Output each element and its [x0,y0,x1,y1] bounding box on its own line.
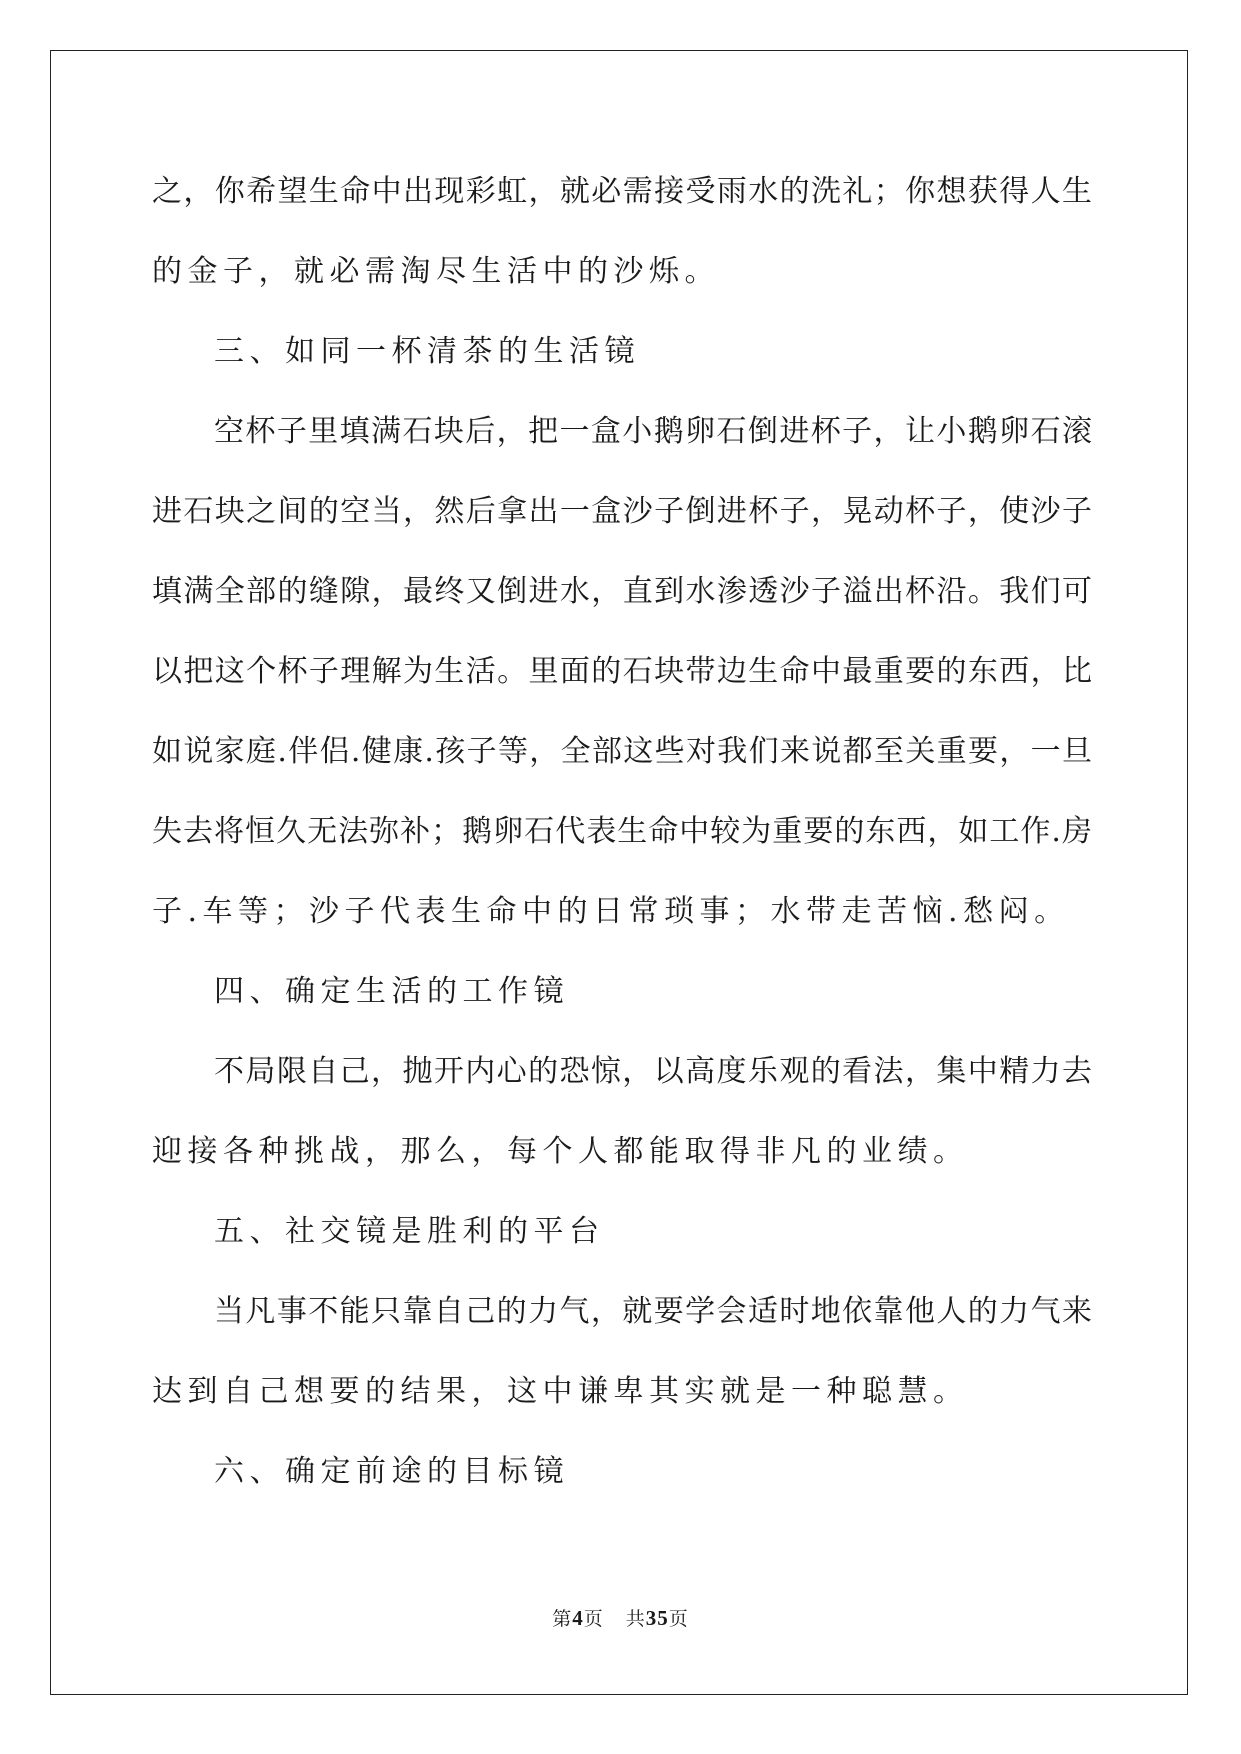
text-line: 的金子，就必需淘尽生活中的沙烁。 [152,254,720,289]
text-line: 迎接各种挑战，那么，每个人都能取得非凡的业绩。 [152,1134,969,1169]
text-line: 失去将恒久无法弥补；鹅卵石代表生命中较为重要的东西，如工作.房 [152,814,1092,849]
text-line: 不局限自己，抛开内心的恐惊，以高度乐观的看法，集中精力去 [214,1054,1092,1089]
footer-page-prefix: 第 [552,1608,573,1630]
footer-total-prefix: 共 [625,1608,646,1630]
total-page-count: 35 [645,1606,669,1630]
text-line: 空杯子里填满石块后，把一盒小鹅卵石倒进杯子，让小鹅卵石滚 [214,414,1092,449]
footer-page-suffix: 页 [583,1608,604,1630]
current-page-number: 4 [572,1606,584,1630]
footer-total-suffix: 页 [668,1608,689,1630]
text-line: 之，你希望生命中出现彩虹，就必需接受雨水的洗礼；你想获得人生 [152,174,1092,209]
text-line: 达到自己想要的结果，这中谦卑其实就是一种聪慧。 [152,1374,969,1409]
text-line: 当凡事不能只靠自己的力气，就要学会适时地依靠他人的力气来 [214,1294,1092,1329]
text-line: 填满全部的缝隙，最终又倒进水，直到水渗透沙子溢出杯沿。我们可 [152,574,1092,609]
section-heading: 四、确定生活的工作镜 [214,974,569,1009]
text-line: 以把这个杯子理解为生活。里面的石块带边生命中最重要的东西，比 [152,654,1092,689]
text-line: 子.车等；沙子代表生命中的日常琐事；水带走苦恼.愁闷。 [152,894,1070,929]
page-footer [0,1606,1241,1631]
text-line: 进石块之间的空当，然后拿出一盒沙子倒进杯子，晃动杯子，使沙子 [152,494,1092,529]
section-heading: 六、确定前途的目标镜 [214,1454,569,1489]
text-line: 如说家庭.伴侣.健康.孩子等，全部这些对我们来说都至关重要，一旦 [152,734,1092,769]
document-body [152,162,1092,1522]
section-heading: 五、社交镜是胜利的平台 [214,1214,605,1249]
section-heading: 三、如同一杯清茶的生活镜 [214,334,640,369]
